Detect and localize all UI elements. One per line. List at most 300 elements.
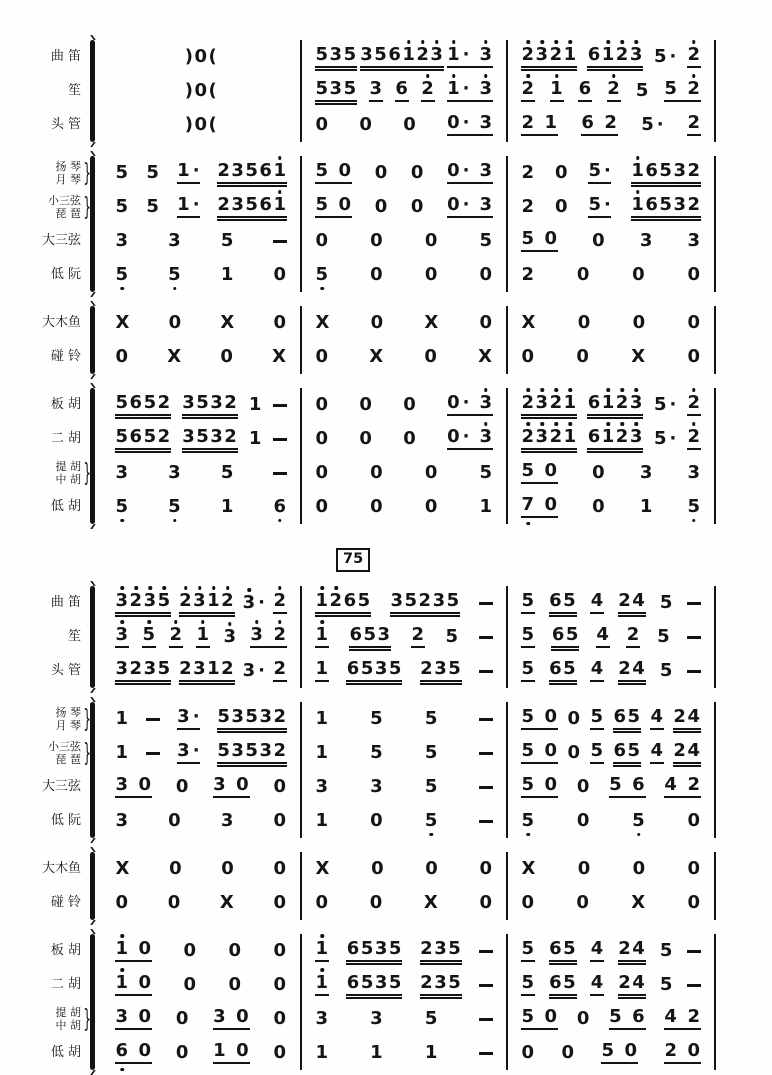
note-digit: 1 (479, 496, 493, 517)
note-digit: 0 (273, 974, 287, 995)
octave-dot-above (484, 74, 488, 78)
note-cell (521, 266, 535, 284)
group-bracket (90, 388, 95, 524)
measure (102, 456, 300, 490)
note-cell (359, 430, 373, 448)
note-digit: 3 (432, 590, 446, 611)
note-cell (590, 974, 604, 996)
note-digit: 0 (410, 196, 424, 217)
note-cell (479, 718, 493, 721)
note-cell (184, 48, 218, 66)
note-digit: X (315, 312, 330, 333)
dash-rest (273, 472, 287, 475)
staff-line (102, 620, 716, 654)
note-digit: 3 (259, 740, 273, 761)
note-cell (315, 46, 357, 68)
note-digit: 5 (143, 392, 157, 413)
measure (300, 1036, 506, 1070)
note-cell (479, 670, 493, 673)
note-digit: 2 (411, 624, 425, 645)
note-cell (273, 1010, 287, 1028)
note-cell (315, 1044, 329, 1062)
note-digit: 3 (639, 230, 653, 251)
note-digit: 5 (343, 78, 357, 99)
augmentation-dot: · (669, 394, 677, 415)
note-digit: 4 (596, 624, 610, 645)
note-cell (273, 860, 287, 878)
note-digit: 5 (609, 774, 623, 795)
note-digit: 3 (360, 44, 374, 65)
label-brace: } (83, 457, 91, 488)
augmentation-dot: · (192, 160, 201, 181)
note-digit: 3 (535, 428, 549, 446)
note-digit: 5 (115, 196, 129, 217)
octave-dot-above (607, 388, 611, 392)
note-digit: 6 (632, 1006, 646, 1027)
note-cell (618, 940, 646, 962)
octave-dot-above (426, 74, 430, 78)
note-cell (479, 984, 493, 987)
note-cell (228, 976, 242, 994)
note-cell (653, 48, 676, 66)
note-digit: 4 (687, 740, 701, 761)
note-digit: 5 (657, 626, 671, 647)
note-cell (403, 430, 417, 448)
note-cell (370, 812, 384, 830)
staff-line (102, 886, 716, 920)
system-1 (0, 40, 772, 524)
note-digit: 1 (631, 196, 645, 214)
note-cell (248, 430, 262, 448)
note-digit: 3 (374, 658, 388, 679)
note-cell (315, 314, 330, 332)
instrument-name: 小三弦 (48, 739, 81, 753)
note-cell (315, 860, 330, 878)
note-digit: 2 (420, 972, 434, 993)
note-digit: 0 (138, 1006, 152, 1027)
row-yangqin-yueqin (0, 702, 772, 736)
note-cell (168, 266, 182, 284)
measure (102, 736, 300, 770)
note-digit: 5 (563, 938, 577, 959)
note-cell (223, 628, 237, 646)
note-cell (609, 1008, 646, 1030)
note-digit: 3 (193, 658, 207, 679)
note-cell (115, 744, 129, 762)
note-cell (587, 46, 643, 68)
note-cell (273, 240, 287, 243)
note-digit: 0 (403, 428, 417, 449)
measure (102, 968, 300, 1002)
measure (506, 156, 716, 190)
note-digit: 5 (521, 228, 535, 249)
instrument-name: 低 阮 (50, 813, 81, 829)
note-digit: 0 (479, 264, 493, 285)
augmentation-dot: · (192, 740, 201, 761)
note-digit: 5 (664, 78, 678, 99)
note-digit: 3 (374, 972, 388, 993)
note-digit: 1 (207, 658, 221, 679)
octave-dot-above (635, 40, 639, 44)
note-cell (315, 626, 329, 648)
note-cell (273, 660, 287, 682)
note-cell (359, 116, 373, 134)
note-digit: 3 (479, 194, 493, 215)
note-cell (592, 232, 606, 250)
note-cell (177, 196, 200, 218)
note-cell (424, 232, 438, 250)
note-cell (659, 942, 673, 960)
note-cell (687, 812, 701, 830)
note-digit: X (115, 312, 130, 333)
note-cell (349, 626, 391, 648)
dash-rest (479, 602, 493, 605)
note-digit: 2 (421, 80, 435, 98)
row-pengling (0, 340, 772, 374)
note-digit: 3 (182, 392, 196, 413)
note-cell (220, 266, 234, 284)
note-cell (315, 80, 357, 102)
octave-dot-below (526, 833, 530, 837)
note-cell (447, 196, 493, 218)
note-cell (567, 744, 581, 762)
measure-number-box: 75 (336, 548, 370, 572)
note-cell (641, 116, 664, 134)
measure (300, 422, 506, 456)
note-digit: 5 (146, 162, 160, 183)
note-cell (479, 786, 493, 789)
note-digit: 3 (115, 658, 129, 679)
note-digit: 2 (179, 592, 193, 610)
note-cell (555, 198, 569, 216)
note-cell (423, 894, 438, 912)
note-cell (217, 742, 287, 764)
octave-dot-above (147, 620, 151, 624)
measure (506, 1002, 716, 1036)
note-digit: 3 (673, 194, 687, 215)
note-cell (590, 708, 604, 730)
instrument-label (0, 157, 91, 188)
note-cell (521, 394, 577, 416)
note-digit: 2 (615, 394, 629, 412)
note-digit: 2 (416, 46, 430, 64)
note-digit: 1 (220, 264, 234, 285)
note-digit: 0 (370, 496, 384, 517)
note-cell (184, 82, 218, 100)
note-cell (115, 626, 129, 648)
octave-dot-above (255, 620, 259, 624)
note-cell (687, 670, 701, 673)
staff-line (102, 1002, 716, 1036)
note-cell (424, 778, 438, 796)
note-cell (220, 348, 234, 366)
note-cell (115, 710, 129, 728)
measure (506, 1036, 716, 1070)
note-cell (177, 708, 200, 730)
note-cell (390, 592, 460, 614)
note-cell (115, 860, 130, 878)
instrument-name: 月 琴 (55, 172, 81, 186)
row-touguan (0, 108, 772, 142)
note-cell (479, 894, 493, 912)
note-digit: ( (208, 80, 218, 101)
note-cell (687, 46, 701, 68)
note-digit: X (478, 346, 493, 367)
row-damuyu (0, 852, 772, 886)
note-digit: 2 (615, 428, 629, 446)
note-digit: 5 (521, 1006, 535, 1027)
note-cell (609, 776, 646, 798)
staff-line (102, 306, 716, 340)
instrument-name: 低 阮 (50, 267, 81, 283)
instrument-name: 小三弦 (48, 193, 81, 207)
note-digit: 1 (544, 112, 558, 133)
octave-dot-above (421, 40, 425, 44)
measure (300, 702, 506, 736)
note-cell (447, 114, 493, 136)
note-digit: 3 (115, 774, 129, 795)
row-diruan (0, 258, 772, 292)
note-cell (521, 198, 535, 216)
note-cell (687, 428, 701, 450)
measure (506, 108, 716, 142)
measure (102, 654, 300, 688)
note-cell (632, 812, 646, 830)
note-cell (521, 314, 536, 332)
note-digit: 3 (231, 160, 245, 181)
note-digit: 5 (588, 194, 602, 215)
note-digit: 5 (115, 266, 129, 284)
instrument-name: 琵 琶 (55, 206, 81, 220)
note-digit: 3 (315, 1008, 329, 1029)
note-cell (618, 592, 646, 614)
octave-dot-above (212, 586, 216, 590)
note-digit: 7 (521, 496, 535, 514)
octave-dot-above (555, 74, 559, 78)
note-digit: 0 (167, 892, 181, 913)
dash-rest (687, 636, 701, 639)
augmentation-dot: · (462, 194, 470, 215)
note-cell (447, 428, 493, 450)
note-cell (521, 428, 577, 450)
note-digit: 0 (228, 974, 242, 995)
note-cell (659, 662, 673, 680)
note-digit: 5 (196, 392, 210, 413)
measure (506, 804, 716, 838)
note-cell (549, 974, 577, 996)
note-cell (370, 232, 384, 250)
note-cell (659, 594, 673, 612)
staff-line (102, 702, 716, 736)
note-digit: 0 (273, 776, 287, 797)
note-cell (315, 592, 371, 614)
note-digit: 0 (338, 194, 352, 215)
instrument-label (0, 432, 90, 446)
note-digit: 2 (217, 194, 231, 215)
note-cell (521, 860, 536, 878)
augmentation-dot: · (604, 160, 612, 181)
note-digit: 3 (177, 706, 191, 727)
octave-dot-above (278, 156, 282, 160)
measure (102, 190, 300, 224)
octave-dot-above (120, 968, 124, 972)
instrument-name: 曲 笛 (50, 595, 81, 611)
note-digit: ) (184, 80, 194, 101)
note-digit: 0 (521, 1042, 535, 1063)
note-cell (687, 602, 701, 605)
octave-dot-above (484, 40, 488, 44)
note-digit: 2 (687, 46, 701, 64)
row-diruan (0, 804, 772, 838)
note-digit: 5 (659, 940, 673, 961)
dash-rest (479, 820, 493, 823)
note-digit: 1 (207, 592, 221, 610)
note-cell (182, 394, 238, 416)
note-digit: 1 (315, 658, 329, 679)
row-tihu-zhonghu (0, 456, 772, 490)
note-digit: 2 (418, 590, 432, 611)
note-digit: 0 (632, 858, 646, 879)
note-digit: 0 (447, 392, 461, 413)
octave-dot-above (148, 586, 152, 590)
note-digit: 2 (129, 592, 143, 610)
note-digit: 2 (224, 392, 238, 413)
octave-dot-above (120, 586, 124, 590)
measure (300, 306, 506, 340)
note-cell (359, 396, 373, 414)
note-digit: 5 (245, 740, 259, 761)
note-digit: 3 (231, 194, 245, 215)
note-digit: 0 (315, 346, 329, 367)
instrument-label (0, 316, 90, 330)
dash-rest (146, 752, 160, 755)
note-cell (115, 428, 171, 450)
group-bracket (90, 852, 95, 920)
note-digit: 5 (157, 658, 171, 679)
note-cell (479, 602, 493, 605)
note-digit: 0 (479, 312, 493, 333)
note-digit: 4 (590, 658, 604, 679)
dash-rest (479, 984, 493, 987)
note-cell (626, 626, 640, 648)
note-digit: 2 (618, 972, 632, 993)
note-digit: 3 (210, 392, 224, 413)
note-cell (250, 626, 287, 648)
instrument-label (0, 978, 90, 992)
octave-dot-above (120, 620, 124, 624)
note-digit: 0 (567, 742, 581, 763)
note-digit: 0 (183, 940, 197, 961)
note-digit: 0 (687, 892, 701, 913)
note-cell (521, 46, 577, 68)
note-digit: 0 (273, 1042, 287, 1063)
instrument-name: 笙 (67, 629, 81, 645)
octave-dot-above (526, 422, 530, 426)
note-digit: 0 (169, 858, 183, 879)
note-digit: 5 (448, 972, 462, 993)
group-bowed (0, 934, 772, 1070)
note-cell (179, 592, 235, 614)
note-cell (370, 464, 384, 482)
note-cell (175, 1044, 189, 1062)
octave-dot-above (621, 40, 625, 44)
note-cell (369, 894, 383, 912)
note-cell (370, 744, 384, 762)
instrument-name: 二 胡 (50, 977, 81, 993)
label-brace: } (83, 157, 91, 188)
instrument-name: 碰 铃 (50, 349, 81, 365)
octave-dot-above (636, 190, 640, 194)
note-digit: 5 (315, 266, 329, 284)
augmentation-dot: · (669, 428, 677, 449)
note-digit: 1 (248, 428, 262, 449)
note-cell (273, 498, 287, 516)
dash-rest (479, 752, 493, 755)
staff-line (102, 736, 716, 770)
note-digit: 0 (236, 774, 250, 795)
note-digit: 2 (129, 658, 143, 679)
note-digit: X (424, 312, 439, 333)
note-cell (346, 940, 402, 962)
note-digit: 0 (592, 230, 606, 251)
note-digit: 3 (115, 230, 129, 251)
note-digit: 3 (213, 1006, 227, 1027)
note-cell (196, 626, 210, 648)
note-digit: 0 (273, 940, 287, 961)
note-digit: 5 (315, 78, 329, 99)
row-touguan (0, 654, 772, 688)
note-cell (521, 1044, 535, 1062)
note-cell (521, 230, 558, 252)
note-digit: 0 (544, 740, 558, 761)
measure (102, 156, 300, 190)
note-cell (177, 742, 200, 764)
note-digit: 5 (521, 706, 535, 727)
octave-dot-above (184, 586, 188, 590)
note-digit: 0 (403, 394, 417, 415)
dash-rest (479, 950, 493, 953)
note-digit: 3 (115, 592, 129, 610)
note-digit: 0 (544, 706, 558, 727)
instrument-label (0, 1046, 90, 1060)
note-cell (578, 80, 592, 102)
note-digit: 0 (592, 496, 606, 517)
note-cell (273, 592, 287, 614)
note-digit: 3 (213, 774, 227, 795)
note-digit: 0 (521, 892, 535, 913)
instrument-label (0, 1003, 91, 1034)
note-digit: 1 (115, 708, 129, 729)
dash-rest (479, 718, 493, 721)
note-digit: 5 (627, 740, 641, 761)
octave-dot-above (320, 968, 324, 972)
note-digit: 0 (115, 892, 129, 913)
note-digit: 5 (653, 46, 667, 67)
octave-dot-above (320, 620, 324, 624)
octave-dot-below (120, 287, 124, 291)
note-cell (687, 314, 701, 332)
staff-line (102, 852, 716, 886)
note-cell (248, 396, 262, 414)
note-digit: 3 (370, 776, 384, 797)
note-digit: 6 (587, 392, 601, 413)
note-cell (220, 314, 235, 332)
staff-line (102, 490, 716, 524)
group-bracket (90, 586, 95, 688)
note-digit: 3 (369, 78, 383, 99)
note-cell (315, 1010, 329, 1028)
note-cell (664, 80, 701, 102)
